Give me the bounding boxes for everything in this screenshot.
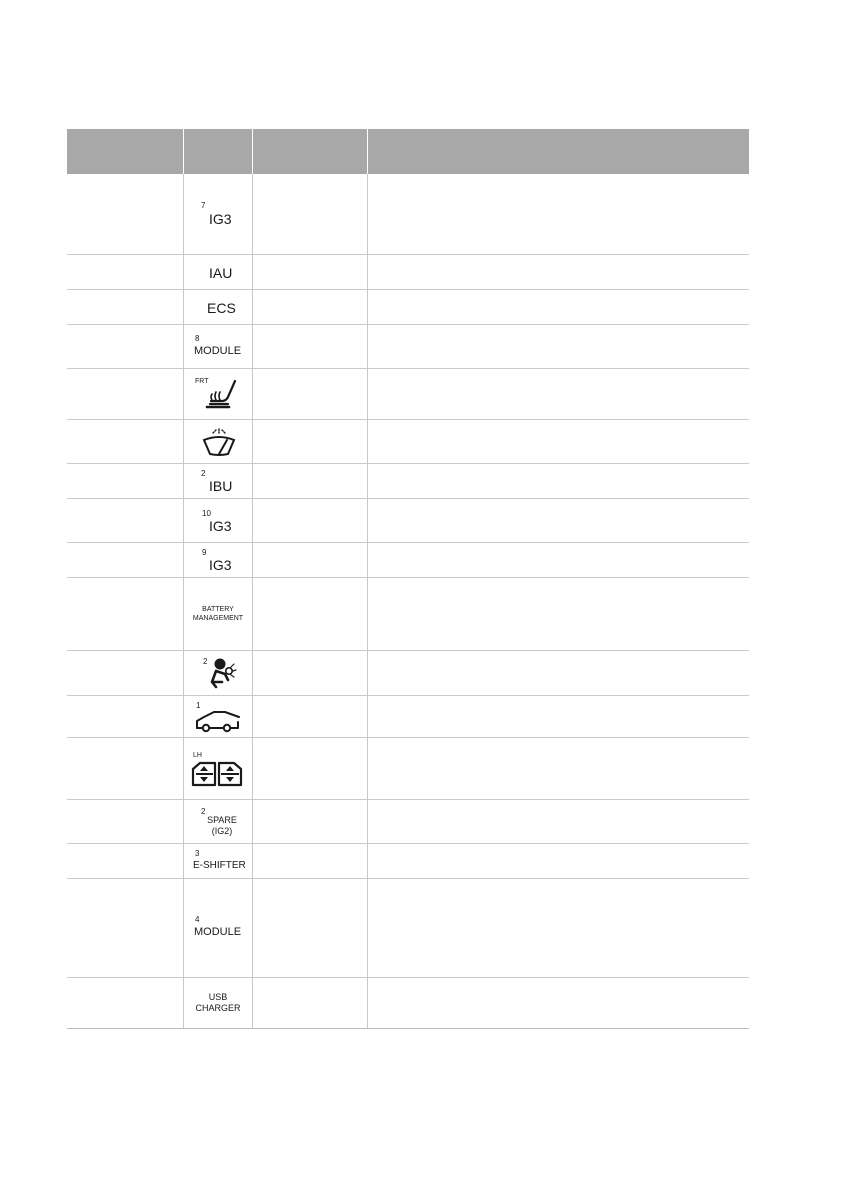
fuse-symbol-label: MODULE xyxy=(194,926,242,938)
fuse-symbol-number: 4 xyxy=(195,915,200,924)
fuse-symbol-spare xyxy=(183,800,252,843)
fuse-table xyxy=(67,129,749,1029)
fuse-symbol-label-line1: USB xyxy=(208,992,228,1002)
table-row xyxy=(67,696,749,738)
fuse-symbol-number: 10 xyxy=(202,508,211,518)
table-row xyxy=(67,369,749,420)
fuse-symbol-label: IBU xyxy=(209,478,233,494)
table-row xyxy=(67,464,749,499)
fuse-symbol-number: 7 xyxy=(201,201,206,210)
fuse-symbol-front-seat-heater xyxy=(183,369,252,419)
table-row xyxy=(67,174,749,255)
fuse-symbol-number: 3 xyxy=(195,849,200,858)
fuse-symbol-ig3 xyxy=(183,543,252,577)
table-row xyxy=(67,800,749,844)
fuse-symbol-module xyxy=(183,879,252,977)
fuse-symbol-number: 2 xyxy=(201,806,206,816)
fuse-symbol-label-line2: (IG2) xyxy=(211,825,233,836)
table-row xyxy=(67,543,749,578)
fuse-symbol-label: E-SHIFTER xyxy=(193,860,246,871)
table-row xyxy=(67,325,749,369)
fuse-symbol-number: 8 xyxy=(195,333,200,343)
fuse-symbol-ig3 xyxy=(183,174,252,254)
table-row xyxy=(67,844,749,879)
table-header xyxy=(67,129,749,174)
table-row xyxy=(67,738,749,800)
fuse-symbol-number: 1 xyxy=(196,700,201,710)
fuse-symbol-label: IG3 xyxy=(209,211,232,227)
wiper-icon xyxy=(204,429,234,455)
table-row xyxy=(67,978,749,1029)
fuse-symbol-power-window xyxy=(183,738,252,799)
fuse-symbol-label: MODULE xyxy=(194,344,242,357)
tailgate-icon xyxy=(197,712,239,731)
table-row xyxy=(67,651,749,696)
fuse-symbol-label-line1: SPARE xyxy=(207,814,237,825)
fuse-symbol-number: 2 xyxy=(203,657,208,666)
fuse-symbol-number: LH xyxy=(193,751,202,759)
fuse-symbol-usb-charger xyxy=(183,978,252,1028)
fuse-symbol-airbag xyxy=(183,651,252,695)
fuse-symbol-label: IG3 xyxy=(209,517,232,534)
fuse-symbol-number: 2 xyxy=(201,469,206,478)
fuse-symbol-number: 9 xyxy=(202,548,207,557)
fuse-symbol-label-line2: CHARGER xyxy=(195,1003,241,1013)
fuse-symbol-battery-management xyxy=(183,578,252,650)
fuse-symbol-e-shifter xyxy=(183,844,252,878)
fuse-symbol-ibu xyxy=(183,464,252,498)
fuse-symbol-label-line1: BATTERY xyxy=(202,606,234,613)
fuse-symbol-label: IG3 xyxy=(209,557,232,573)
fuse-symbol-ig3 xyxy=(183,499,252,542)
seat-heater-icon xyxy=(207,381,235,407)
fuse-symbol-wiper xyxy=(183,420,252,463)
table-row xyxy=(67,255,749,290)
fuse-symbol-number: FRT xyxy=(195,378,209,385)
fuse-symbol-label-line2: MANAGEMENT xyxy=(192,615,244,622)
table-row xyxy=(67,499,749,543)
power-window-icon xyxy=(193,763,241,785)
fuse-symbol-tailgate xyxy=(183,696,252,737)
table-row xyxy=(67,879,749,978)
fuse-symbol-module xyxy=(183,325,252,368)
fuse-symbol-label: IAU xyxy=(209,265,233,281)
fuse-symbol-label: ECS xyxy=(207,300,236,316)
fuse-symbol-iau xyxy=(183,255,252,289)
airbag-icon xyxy=(212,659,236,688)
table-row xyxy=(67,290,749,325)
table-row xyxy=(67,578,749,651)
fuse-symbol-ecs xyxy=(183,290,252,324)
table-row xyxy=(67,420,749,464)
